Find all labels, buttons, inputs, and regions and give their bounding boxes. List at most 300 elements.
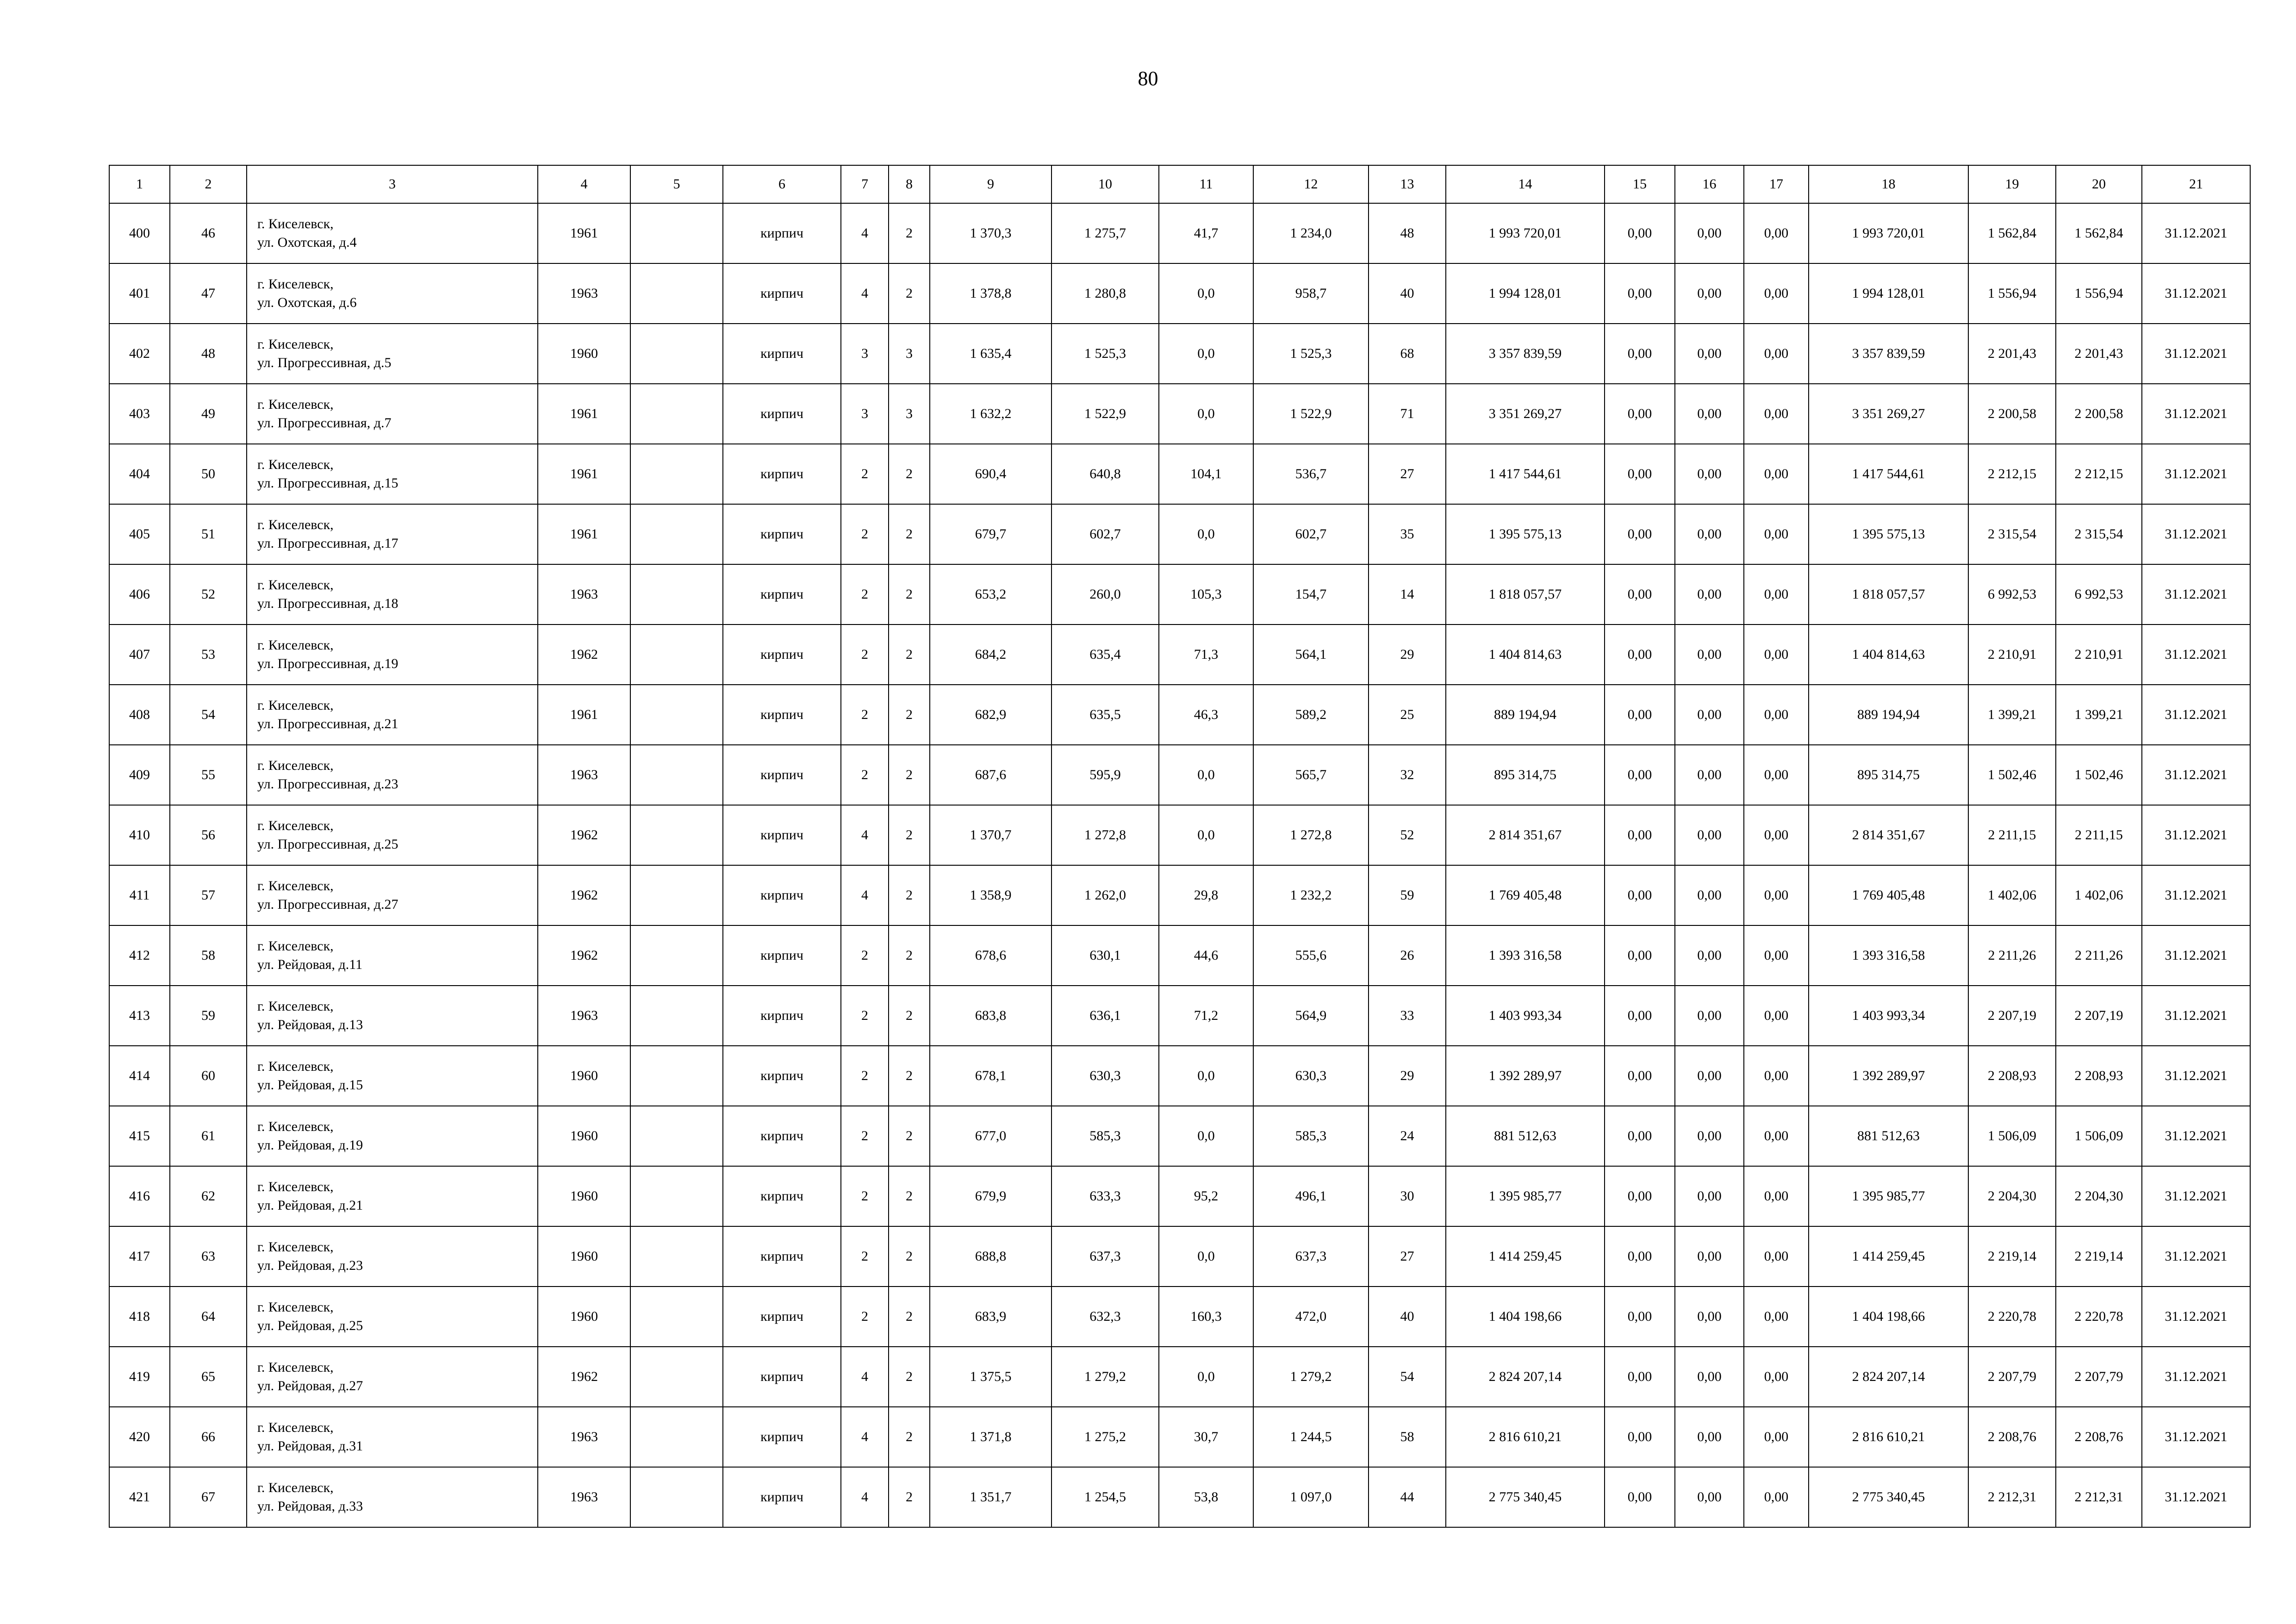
page-number: 80 [1138,67,1158,90]
table-cell: 1 993 720,01 [1446,203,1605,263]
table-cell: 4 [841,1407,889,1467]
table-cell: 0,00 [1675,1226,1744,1287]
address-line: ул. Рейдовая, д.25 [257,1318,363,1333]
table-cell: 0,00 [1605,263,1675,324]
table-cell: 1960 [538,1166,630,1226]
table-cell: 0,00 [1605,1287,1675,1347]
table-cell: 881 512,63 [1809,1106,1968,1166]
table-cell: 0,00 [1675,625,1744,685]
table-cell: 0,00 [1675,1287,1744,1347]
table-cell: 1 522,9 [1253,384,1369,444]
table-cell: 602,7 [1052,504,1159,564]
table-cell: 4 [841,203,889,263]
address-line: г. Киселевск, [257,637,334,653]
address-cell [247,745,538,805]
address-line: ул. Рейдовая, д.21 [257,1198,363,1213]
address-line: ул. Прогрессивная, д.5 [257,355,392,370]
table-cell: 403 [109,384,170,444]
table-cell: 1 562,84 [1968,203,2056,263]
table-row [109,865,2250,925]
address-line: г. Киселевск, [257,1360,334,1375]
table-cell: 1 234,0 [1253,203,1369,263]
table-cell: 555,6 [1253,925,1369,986]
table-row [109,1467,2250,1527]
address-line: ул. Прогрессивная, д.7 [257,415,392,431]
table-cell: 1961 [538,504,630,564]
table-cell: 2 [841,625,889,685]
table-cell: 2 816 610,21 [1809,1407,1968,1467]
table-cell: 1963 [538,1407,630,1467]
table-cell: 4 [841,1347,889,1407]
address-line: г. Киселевск, [257,397,334,412]
table-cell: 1 994 128,01 [1446,263,1605,324]
table-row [109,685,2250,745]
table-row [109,986,2250,1046]
table-cell: 2 [889,444,930,504]
table-cell: 1960 [538,324,630,384]
table-cell: 2 [889,805,930,865]
table-cell: кирпич [723,745,841,805]
table-cell: 2 207,19 [2056,986,2142,1046]
table-cell: 2 208,93 [1968,1046,2056,1106]
table-cell: 1 818 057,57 [1809,564,1968,625]
table-cell: 14 [1369,564,1446,625]
table-cell: 0,00 [1744,1046,1809,1106]
table-cell: кирпич [723,263,841,324]
table-cell: 0,00 [1605,444,1675,504]
address-cell [247,1226,538,1287]
address-line: ул. Рейдовая, д.19 [257,1137,363,1153]
table-cell: 71,2 [1159,986,1253,1046]
table-cell: 0,00 [1744,324,1809,384]
table-cell: 0,00 [1744,925,1809,986]
column-header: 18 [1809,165,1968,203]
table-cell: 52 [170,564,247,625]
address-line: ул. Прогрессивная, д.27 [257,897,398,912]
table-cell: 0,00 [1744,1106,1809,1166]
table-cell: 0,00 [1744,1287,1809,1347]
table-cell: 3 351 269,27 [1446,384,1605,444]
table-cell: кирпич [723,685,841,745]
table-cell: 0,00 [1744,1226,1809,1287]
table-cell: 27 [1369,444,1446,504]
column-header: 11 [1159,165,1253,203]
table-cell: 1 502,46 [1968,745,2056,805]
address-cell [247,986,538,1046]
address-cell [247,1166,538,1226]
address-line: г. Киселевск, [257,457,334,472]
table-cell: 260,0 [1052,564,1159,625]
address-line: г. Киселевск, [257,517,334,532]
address-line: ул. Рейдовая, д.31 [257,1438,363,1454]
table-cell: 31.12.2021 [2142,745,2250,805]
table-cell: 415 [109,1106,170,1166]
table-cell: 401 [109,263,170,324]
column-header: 8 [889,165,930,203]
table-cell: 0,00 [1675,203,1744,263]
table-cell: 0,0 [1159,805,1253,865]
table-cell: 1962 [538,865,630,925]
table-cell: 31.12.2021 [2142,263,2250,324]
table-cell: 679,9 [930,1166,1052,1226]
table-cell: 46 [170,203,247,263]
table-cell: 44,6 [1159,925,1253,986]
table-cell: 889 194,94 [1446,685,1605,745]
table-cell: 1 375,5 [930,1347,1052,1407]
column-header: 20 [2056,165,2142,203]
table-cell: 419 [109,1347,170,1407]
table-row [109,1106,2250,1166]
address-line: ул. Охотская, д.4 [257,235,357,250]
table-cell: 2 [889,263,930,324]
table-cell: 1 525,3 [1253,324,1369,384]
table-cell: 2 [889,625,930,685]
table-cell: 64 [170,1287,247,1347]
table-cell: 2 212,15 [1968,444,2056,504]
table-cell: 1961 [538,685,630,745]
table-cell: 635,5 [1052,685,1159,745]
table-cell: 0,00 [1744,1347,1809,1407]
table-cell: 0,0 [1159,1347,1253,1407]
address-line: г. Киселевск, [257,1299,334,1315]
table-cell: 0,00 [1675,384,1744,444]
address-line: ул. Рейдовая, д.11 [257,957,363,972]
table-cell: 61 [170,1106,247,1166]
table-cell: 0,00 [1675,986,1744,1046]
table-row [109,925,2250,986]
table-cell: 0,0 [1159,1046,1253,1106]
table-cell: 633,3 [1052,1166,1159,1226]
table-cell: 895 314,75 [1809,745,1968,805]
table-cell: 66 [170,1407,247,1467]
table-cell: кирпич [723,1166,841,1226]
table-cell: 400 [109,203,170,263]
table-cell: 2 775 340,45 [1446,1467,1605,1527]
table-cell: кирпич [723,1347,841,1407]
address-cell [247,805,538,865]
table-cell: 3 [841,384,889,444]
address-line: г. Киселевск, [257,938,334,954]
table-cell: 2 [889,925,930,986]
table-row [109,805,2250,865]
table-cell: 640,8 [1052,444,1159,504]
table-cell: 3 357 839,59 [1446,324,1605,384]
table-cell: 63 [170,1226,247,1287]
table-cell: 29,8 [1159,865,1253,925]
table-cell: 1 506,09 [2056,1106,2142,1166]
table-cell: 59 [170,986,247,1046]
table-row [109,1287,2250,1347]
table-cell: 1 275,2 [1052,1407,1159,1467]
table-cell: 677,0 [930,1106,1052,1166]
table-cell: 46,3 [1159,685,1253,745]
table-cell: 154,7 [1253,564,1369,625]
table-cell: 31.12.2021 [2142,1046,2250,1106]
table-cell: 0,00 [1675,865,1744,925]
table-cell: 1 097,0 [1253,1467,1369,1527]
table-cell: 2 [889,1287,930,1347]
table-cell: 48 [170,324,247,384]
table-cell: 410 [109,805,170,865]
table-cell: 1962 [538,925,630,986]
table-cell: 31.12.2021 [2142,1407,2250,1467]
table-cell: 0,00 [1605,625,1675,685]
table-cell: 55 [170,745,247,805]
table-cell: 3 351 269,27 [1809,384,1968,444]
table-cell: кирпич [723,1226,841,1287]
table-cell: 2 [889,1166,930,1226]
table-cell: 1963 [538,1467,630,1527]
table-cell: 0,00 [1744,1407,1809,1467]
table-cell: 585,3 [1253,1106,1369,1166]
address-cell [247,865,538,925]
column-header: 14 [1446,165,1605,203]
table-cell: 2 [889,1347,930,1407]
table-cell: 67 [170,1467,247,1527]
table-cell: кирпич [723,1467,841,1527]
address-line: ул. Рейдовая, д.33 [257,1499,363,1514]
table-cell: кирпич [723,1046,841,1106]
table-cell: 0,00 [1605,745,1675,805]
table-cell [630,1467,723,1527]
table-cell: 1 378,8 [930,263,1052,324]
table-cell: 2 208,76 [2056,1407,2142,1467]
table-cell: 1963 [538,986,630,1046]
table-cell: 57 [170,865,247,925]
table-cell: 1 404 198,66 [1446,1287,1605,1347]
table-cell: 1960 [538,1046,630,1106]
column-header: 1 [109,165,170,203]
table-cell: 1 275,7 [1052,203,1159,263]
table-cell: 2 201,43 [1968,324,2056,384]
table-cell: 0,00 [1675,685,1744,745]
table-cell: 2 200,58 [1968,384,2056,444]
table-cell: 895 314,75 [1446,745,1605,805]
table-cell: 1 370,7 [930,805,1052,865]
table-cell: 24 [1369,1106,1446,1166]
table-cell: 29 [1369,625,1446,685]
table-row [109,203,2250,263]
table-cell: 1 244,5 [1253,1407,1369,1467]
address-line: г. Киселевск, [257,1420,334,1435]
column-header: 12 [1253,165,1369,203]
table-cell: 33 [1369,986,1446,1046]
table-cell: 413 [109,986,170,1046]
table-cell: 958,7 [1253,263,1369,324]
table-cell: кирпич [723,444,841,504]
table-cell: 1961 [538,203,630,263]
table-cell: 1 417 544,61 [1446,444,1605,504]
address-line: г. Киселевск, [257,698,334,713]
address-cell [247,1046,538,1106]
table-cell: 0,00 [1675,745,1744,805]
address-line: г. Киселевск, [257,999,334,1014]
table-cell: 2 208,76 [1968,1407,2056,1467]
table-cell: 1962 [538,805,630,865]
table-cell: 31.12.2021 [2142,865,2250,925]
table-cell: 0,0 [1159,384,1253,444]
address-line: ул. Прогрессивная, д.21 [257,716,398,731]
table-cell: 53 [170,625,247,685]
table-cell: 630,1 [1052,925,1159,986]
table-cell: 1 395 575,13 [1446,504,1605,564]
address-cell [247,1106,538,1166]
table-cell: 1 232,2 [1253,865,1369,925]
table-cell: 1 556,94 [2056,263,2142,324]
table-cell: 27 [1369,1226,1446,1287]
table-cell: 2 [841,1287,889,1347]
table-cell: 421 [109,1467,170,1527]
table-cell: 678,6 [930,925,1052,986]
table-row [109,1226,2250,1287]
table-cell: 2 [841,504,889,564]
table-cell: 1961 [538,384,630,444]
table-cell: 1 399,21 [1968,685,2056,745]
address-line: ул. Рейдовая, д.15 [257,1077,363,1093]
table-cell: 1 414 259,45 [1446,1226,1605,1287]
table-cell: 402 [109,324,170,384]
table-cell: 2 [889,685,930,745]
table-cell: 0,0 [1159,1106,1253,1166]
column-header: 7 [841,165,889,203]
table-cell: 52 [1369,805,1446,865]
table-cell: 40 [1369,1287,1446,1347]
address-cell [247,1467,538,1527]
table-row [109,504,2250,564]
table-cell [630,685,723,745]
table-row [109,263,2250,324]
housing-registry-table [109,165,2251,1528]
table-cell: 4 [841,263,889,324]
table-cell: 0,0 [1159,263,1253,324]
table-cell: 630,3 [1253,1046,1369,1106]
table-cell: 2 [841,1166,889,1226]
table-cell: 653,2 [930,564,1052,625]
table-cell: 1 994 128,01 [1809,263,1968,324]
table-cell: 416 [109,1166,170,1226]
table-row [109,745,2250,805]
address-line: г. Киселевск, [257,337,334,352]
table-cell: 1 370,3 [930,203,1052,263]
address-cell [247,263,538,324]
address-cell [247,625,538,685]
table-cell: 1 525,3 [1052,324,1159,384]
table-cell: 0,00 [1605,986,1675,1046]
table-cell: 2 [889,865,930,925]
table-cell: 1 818 057,57 [1446,564,1605,625]
table-cell: 1962 [538,625,630,685]
address-line: г. Киселевск, [257,1179,334,1194]
table-cell: 2 207,79 [2056,1347,2142,1407]
table-cell: 1 993 720,01 [1809,203,1968,263]
table-cell: 1963 [538,745,630,805]
table-cell: 1 279,2 [1052,1347,1159,1407]
table-cell: 585,3 [1052,1106,1159,1166]
table-cell: 2 [841,444,889,504]
table-cell: 1962 [538,1347,630,1407]
table-cell: 2 [889,986,930,1046]
table-cell: 0,00 [1744,504,1809,564]
table-cell: 2 [889,203,930,263]
table-cell: 26 [1369,925,1446,986]
address-line: г. Киселевск, [257,276,334,292]
table-cell: 4 [841,805,889,865]
table-cell: 0,00 [1744,263,1809,324]
table-cell: 2 211,26 [1968,925,2056,986]
table-cell: 2 816 610,21 [1446,1407,1605,1467]
table-cell: 630,3 [1052,1046,1159,1106]
table-cell: 1 393 316,58 [1446,925,1605,986]
table-body [109,203,2250,1527]
table-cell: 2 315,54 [2056,504,2142,564]
table-cell: 6 992,53 [1968,564,2056,625]
table-row [109,1046,2250,1106]
table-cell [630,1287,723,1347]
table-cell: 406 [109,564,170,625]
column-header: 3 [247,165,538,203]
table-cell: 407 [109,625,170,685]
table-cell: 2 [889,1106,930,1166]
table-row [109,564,2250,625]
table-cell: 2 207,79 [1968,1347,2056,1407]
table-cell: 35 [1369,504,1446,564]
address-cell [247,1347,538,1407]
table-cell: 31.12.2021 [2142,1287,2250,1347]
table-cell: 0,00 [1605,1347,1675,1407]
table-row [109,625,2250,685]
table-cell: кирпич [723,1407,841,1467]
address-line: г. Киселевск, [257,577,334,593]
table-cell: 0,00 [1675,1046,1744,1106]
table-cell: 1961 [538,444,630,504]
table-cell: 683,8 [930,986,1052,1046]
table-cell [630,1046,723,1106]
table-cell: 0,00 [1675,324,1744,384]
table-cell: 678,1 [930,1046,1052,1106]
table-cell: 0,00 [1675,444,1744,504]
column-header: 19 [1968,165,2056,203]
address-line: ул. Прогрессивная, д.19 [257,656,398,671]
column-header: 17 [1744,165,1809,203]
table-cell: 2 [889,504,930,564]
address-line: г. Киселевск, [257,216,334,231]
table-cell: 60 [170,1046,247,1106]
table-cell: 31.12.2021 [2142,444,2250,504]
table-cell: кирпич [723,324,841,384]
table-row [109,1407,2250,1467]
table-cell: 2 [841,925,889,986]
address-line: г. Киселевск, [257,758,334,773]
table-cell: 2 [889,745,930,805]
table-cell: 1 502,46 [2056,745,2142,805]
table-cell: 1 358,9 [930,865,1052,925]
table-cell: 31.12.2021 [2142,685,2250,745]
column-header: 15 [1605,165,1675,203]
table-cell: 95,2 [1159,1166,1253,1226]
table-cell: 3 357 839,59 [1809,324,1968,384]
table-cell: 2 220,78 [1968,1287,2056,1347]
table-cell [630,263,723,324]
table-cell [630,1166,723,1226]
table-cell: 29 [1369,1046,1446,1106]
table-cell: 2 212,15 [2056,444,2142,504]
column-header: 13 [1369,165,1446,203]
table-cell: 0,00 [1675,805,1744,865]
table-cell: 58 [1369,1407,1446,1467]
table-cell: 2 [889,1407,930,1467]
table-cell: 1 395 985,77 [1809,1166,1968,1226]
table-cell: 2 775 340,45 [1809,1467,1968,1527]
